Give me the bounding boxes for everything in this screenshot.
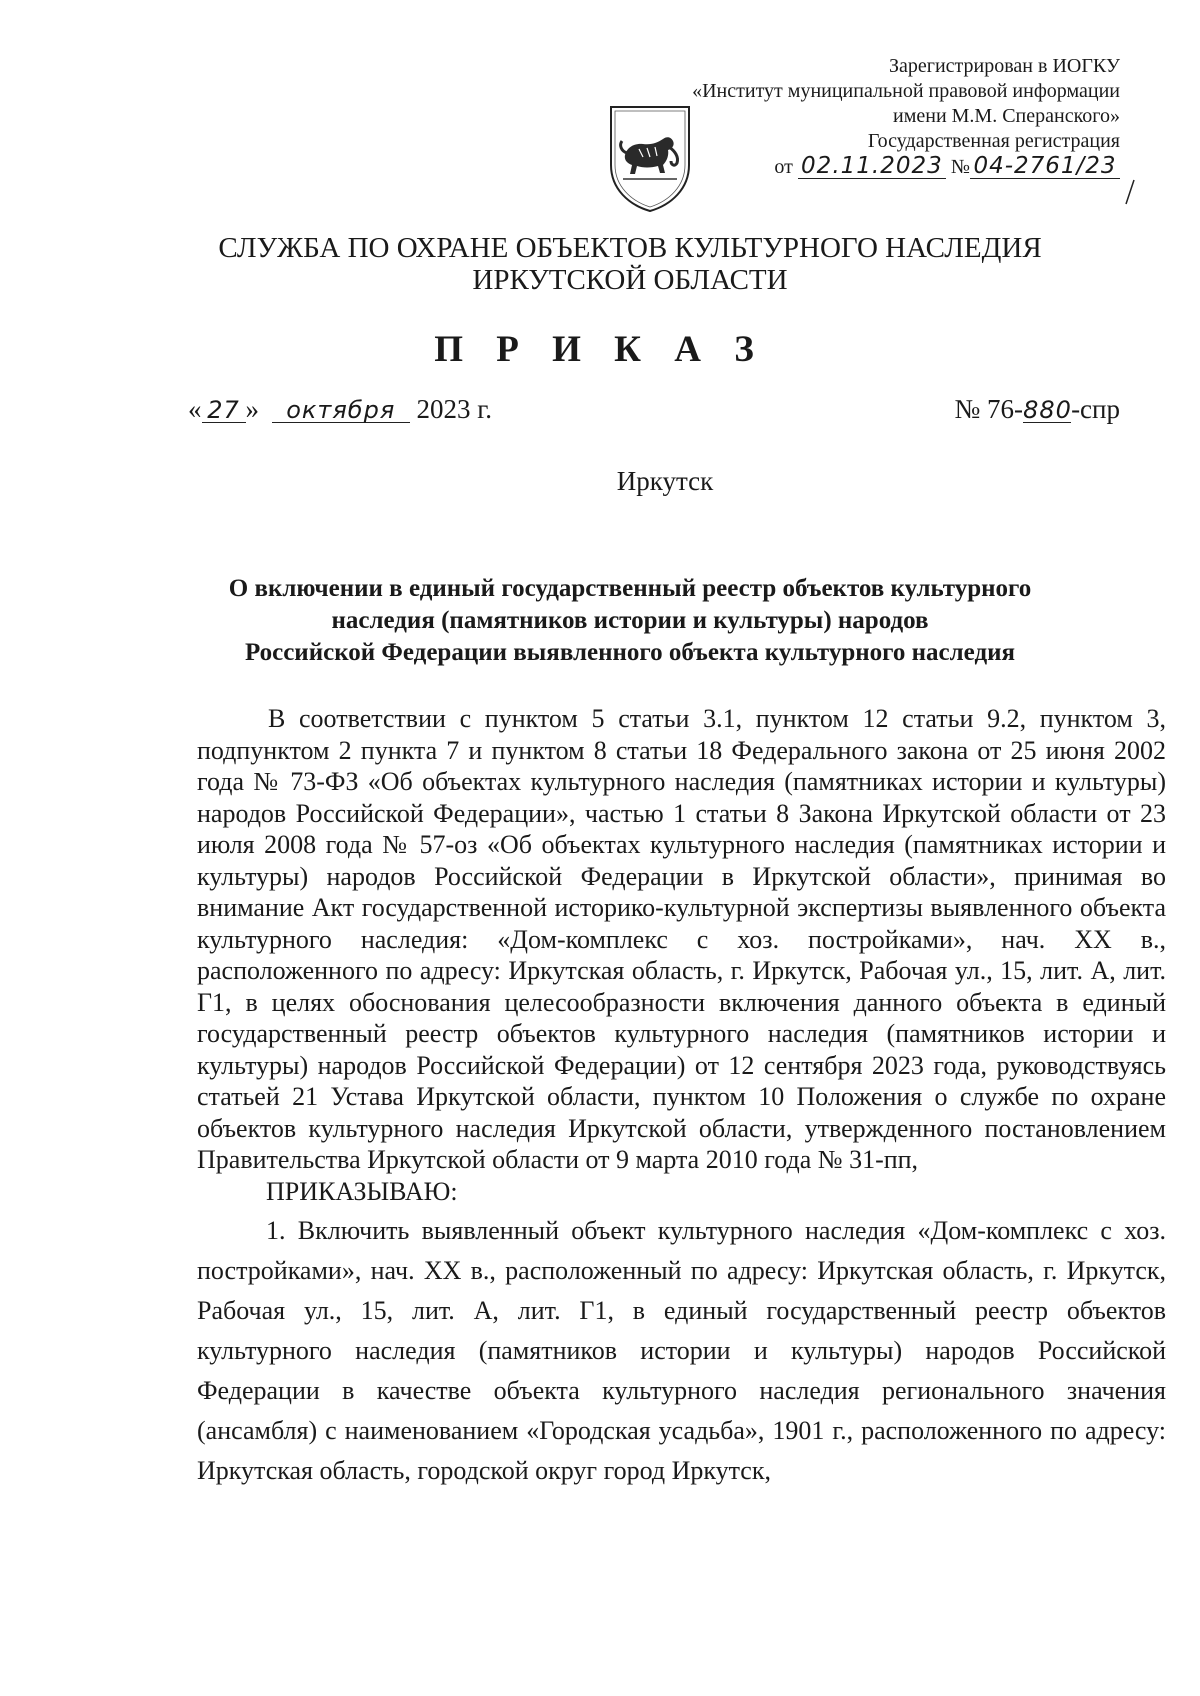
registration-line-2: «Институт муниципальной правовой информации xyxy=(692,80,1120,102)
preamble-paragraph: В соответствии с пунктом 5 статьи 3.1, пунктом 12 статьи 9.2, пунктом 3, подпунктом 2 пункта 7 и пунктом 8 статьи 18 Федерального закона от 25 июня 2002 года № 73-ФЗ «Об объектах культурного наследия (памятниках истории и культуры) народов Российской Федерации», частью 1 статьи 8 Закона Иркутской области от 23 июля 2008 года № 57-оз «Об объектах культурного наследия (памятниках истории и культуры) народов Российской Федерации в Иркутской области», принимая во внимание Акт государственной историко-культурной экспертизы выявленного объекта культурного наследия: «Дом-комплекс с хоз. постройками», нач. XX в., расположенного по адресу: Иркутская область, г. Иркутск, Рабочая ул., 15, лит. А, лит. Г1, в целях обоснования целесообразности включения данного объекта в единый государственный реестр объектов культурного наследия (памятников истории и культуры) народов Российской Федерации) от 12 сентября 2023 года, руководствуясь статьей 21 Устава Иркутской области, пунктом 10 Положения о службе по охране объектов культурного наследия Иркутской области, утвержденного постановлением Правительства Иркутской области от 9 марта 2010 года № 31-пп, xyxy=(197,704,1166,1174)
subject-line-1: О включении в единый государственный реестр объектов культурного xyxy=(228,575,1032,602)
date-close-quote: » xyxy=(245,394,259,424)
order-item-1: 1. Включить выявленный объект культурного наследия «Дом-комплекс с хоз. постройками», нач. XX в., расположенный по адресу: Иркутская область, г. Иркутск, Рабочая ул., 15, лит. А, лит. Г1, в единый государственный реестр объектов культурного наследия (памятников истории и культуры) народов Российской Федерации в качестве объекта культурного наследия регионального значения (ансамбля) с наименованием «Городская усадьба», 1901 г., расположенного по адресу: Иркутская область, городской округ город Иркутск, xyxy=(197,1216,1166,1485)
registration-number-label: № xyxy=(950,156,970,178)
registration-from-label: от xyxy=(774,156,793,178)
coat-of-arms-irkutsk-icon xyxy=(605,103,695,215)
agency-name xyxy=(150,232,1110,296)
agency-line-2: ИРКУТСКОЙ ОБЛАСТИ xyxy=(472,264,788,296)
number-suffix: -спр xyxy=(1071,394,1120,424)
date-month: октября xyxy=(272,398,410,423)
pen-stroke-mark xyxy=(1120,178,1140,206)
order-word: ПРИКАЗЫВАЮ: xyxy=(266,1176,458,1206)
subject-line-2: наследия (памятников истории и культуры) народов xyxy=(331,607,929,634)
registration-line-3: имени М.М. Сперанского» xyxy=(893,105,1120,127)
date-year: 2023 г. xyxy=(416,394,493,424)
order-date xyxy=(188,394,492,425)
order-subject xyxy=(180,573,1080,669)
registration-date: 02.11.2023 xyxy=(798,154,946,179)
order-body xyxy=(197,703,1166,1491)
number-handwritten: 880 xyxy=(1023,396,1072,424)
order-number xyxy=(955,394,1120,425)
date-open-quote: « xyxy=(188,394,202,424)
number-prefix: № 76- xyxy=(954,394,1024,424)
date-day: 27 xyxy=(202,398,246,423)
registration-number: 04-2761/23 xyxy=(970,154,1120,179)
subject-line-3: Российской Федерации выявленного объекта культурного наследия xyxy=(244,639,1016,666)
city: Иркутск xyxy=(616,466,714,496)
registration-line-4: Государственная регистрация xyxy=(867,130,1120,152)
registration-line-1: Зарегистрирован в ИОГКУ xyxy=(889,55,1120,77)
agency-line-1: СЛУЖБА ПО ОХРАНЕ ОБЪЕКТОВ КУЛЬТУРНОГО НАСЛЕДИЯ xyxy=(218,232,1042,264)
document-title: П Р И К А З xyxy=(434,329,766,370)
